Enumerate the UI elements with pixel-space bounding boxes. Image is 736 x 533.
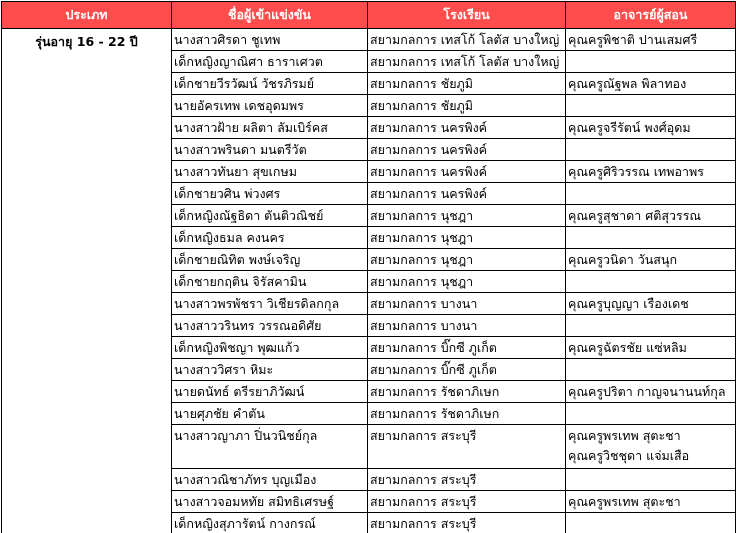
school-cell: สยามกลการ ชัยภูมิ — [368, 95, 566, 117]
name-cell: เด็กหญิงธมล คงนคร — [172, 227, 368, 249]
school-cell: สยามกลการ นุชฎา — [368, 227, 566, 249]
name-cell: เด็กชายวศิน พ่วงศร — [172, 183, 368, 205]
school-cell: สยามกลการ รัชดาภิเษก — [368, 381, 566, 403]
name-cell: นางสาวญาภา ปิ่นวนิชย์กุล — [172, 425, 368, 469]
teacher-cell: คุณครูพิชาติ ปานเสมศรี — [566, 29, 736, 51]
name-cell: นางสาวศิรดา ชูเทพ — [172, 29, 368, 51]
teacher-cell: คุณครูจรีรัตน์ พงศ์อุดม — [566, 117, 736, 139]
school-cell: สยามกลการ ชัยภูมิ — [368, 73, 566, 95]
teacher-cell — [566, 469, 736, 491]
school-cell: สยามกลการ นครพิงค์ — [368, 117, 566, 139]
teacher-cell — [566, 359, 736, 381]
teacher-line: คุณครูวิชชุดา แจ่มเสือ — [568, 448, 690, 463]
teacher-cell — [566, 403, 736, 425]
teacher-cell — [566, 95, 736, 117]
participants-table — [1, 1, 736, 533]
teacher-cell — [566, 315, 736, 337]
school-cell: สยามกลการ นครพิงค์ — [368, 183, 566, 205]
name-cell: เด็กชายวีรวัฒน์ วัชรภิรมย์ — [172, 73, 368, 95]
header-name: ชื่อผู้เข้าแข่งขัน — [172, 2, 368, 29]
teacher-cell — [566, 425, 736, 469]
school-cell: สยามกลการ สระบุรี — [368, 491, 566, 513]
school-cell: สยามกลการ นครพิงค์ — [368, 161, 566, 183]
name-cell: เด็กหญิงพิชญา พุฒแก้ว — [172, 337, 368, 359]
category-cell: รุ่นอายุ 16 - 22 ปี — [2, 29, 172, 533]
name-cell: นางสาววรินทร วรรณอดิศัย — [172, 315, 368, 337]
name-cell: นายดนัทธ์ ตรีรยาภิวัฒน์ — [172, 381, 368, 403]
teacher-cell — [566, 271, 736, 293]
school-cell: สยามกลการ สระบุรี — [368, 425, 566, 469]
teacher-cell — [566, 513, 736, 533]
teacher-cell — [566, 227, 736, 249]
name-cell: นางสาวพรพัชรา วิเชียรดิลกกุล — [172, 293, 368, 315]
school-cell: สยามกลการ บิ๊กซี ภูเก็ต — [368, 359, 566, 381]
school-cell: สยามกลการ บางนา — [368, 315, 566, 337]
school-cell: สยามกลการ สระบุรี — [368, 513, 566, 533]
school-cell: สยามกลการ นครพิงค์ — [368, 139, 566, 161]
teacher-cell: คุณครูพรเทพ สุตะชา — [566, 491, 736, 513]
name-cell: เด็กชายกฤติน จิรัสคามิน — [172, 271, 368, 293]
school-cell: สยามกลการ เทสโก้ โลตัส บางใหญ่ — [368, 51, 566, 73]
name-cell: นางสาวพรินดา มนตรีวัต — [172, 139, 368, 161]
school-cell: สยามกลการ เทสโก้ โลตัส บางใหญ่ — [368, 29, 566, 51]
name-cell: นายศุภชัย คำตัน — [172, 403, 368, 425]
table-row — [2, 29, 736, 51]
teacher-line: คุณครูพรเทพ สุตะชา — [568, 428, 681, 443]
teacher-cell: คุณครูปริตา กาญจนานนท์กุล — [566, 381, 736, 403]
name-cell: เด็กหญิงสุภารัตน์ กางกรณ์ — [172, 513, 368, 533]
teacher-cell — [566, 51, 736, 73]
teacher-cell: คุณครูฉัตรชัย แซ่หลิม — [566, 337, 736, 359]
teacher-cell — [566, 139, 736, 161]
school-cell: สยามกลการ นุชฎา — [368, 205, 566, 227]
header-category: ประเภท — [2, 2, 172, 29]
school-cell: สยามกลการ นุชฎา — [368, 249, 566, 271]
teacher-cell: คุณครูณัฐพล พิลาทอง — [566, 73, 736, 95]
header-row — [2, 2, 736, 29]
name-cell: เด็กชายณิทิต พงษ์เจริญ — [172, 249, 368, 271]
name-cell: นางสาวฝ้าย ผลิตา ลัมเบิร์คส — [172, 117, 368, 139]
school-cell: สยามกลการ นุชฎา — [368, 271, 566, 293]
name-cell: เด็กหญิงณัฐธิดา ตันติวณิชย์ — [172, 205, 368, 227]
teacher-cell: คุณครูศิริวรรณ เทพอาพร — [566, 161, 736, 183]
teacher-cell: คุณครูบุญญา เรืองเดช — [566, 293, 736, 315]
name-cell: นางสาววิศรา หิมะ — [172, 359, 368, 381]
name-cell: นางสาวจอมหทัย สมิทธิเศรษฐ์ — [172, 491, 368, 513]
school-cell: สยามกลการ รัชดาภิเษก — [368, 403, 566, 425]
teacher-cell: คุณครูวนิดา วันสนุก — [566, 249, 736, 271]
header-school: โรงเรียน — [368, 2, 566, 29]
name-cell: นางสาวณิชาภัทร บุญเมือง — [172, 469, 368, 491]
name-cell: นางสาวทันยา สุขเกษม — [172, 161, 368, 183]
teacher-cell — [566, 183, 736, 205]
school-cell: สยามกลการ บางนา — [368, 293, 566, 315]
teacher-cell: คุณครูสุชาดา ศติสุวรรณ — [566, 205, 736, 227]
header-teacher: อาจารย์ผู้สอน — [566, 2, 736, 29]
school-cell: สยามกลการ สระบุรี — [368, 469, 566, 491]
name-cell: นายอัครเทพ เดชอุดมพร — [172, 95, 368, 117]
name-cell: เด็กหญิงญาณิศา ธาราเศวต — [172, 51, 368, 73]
school-cell: สยามกลการ บิ๊กซี ภูเก็ต — [368, 337, 566, 359]
